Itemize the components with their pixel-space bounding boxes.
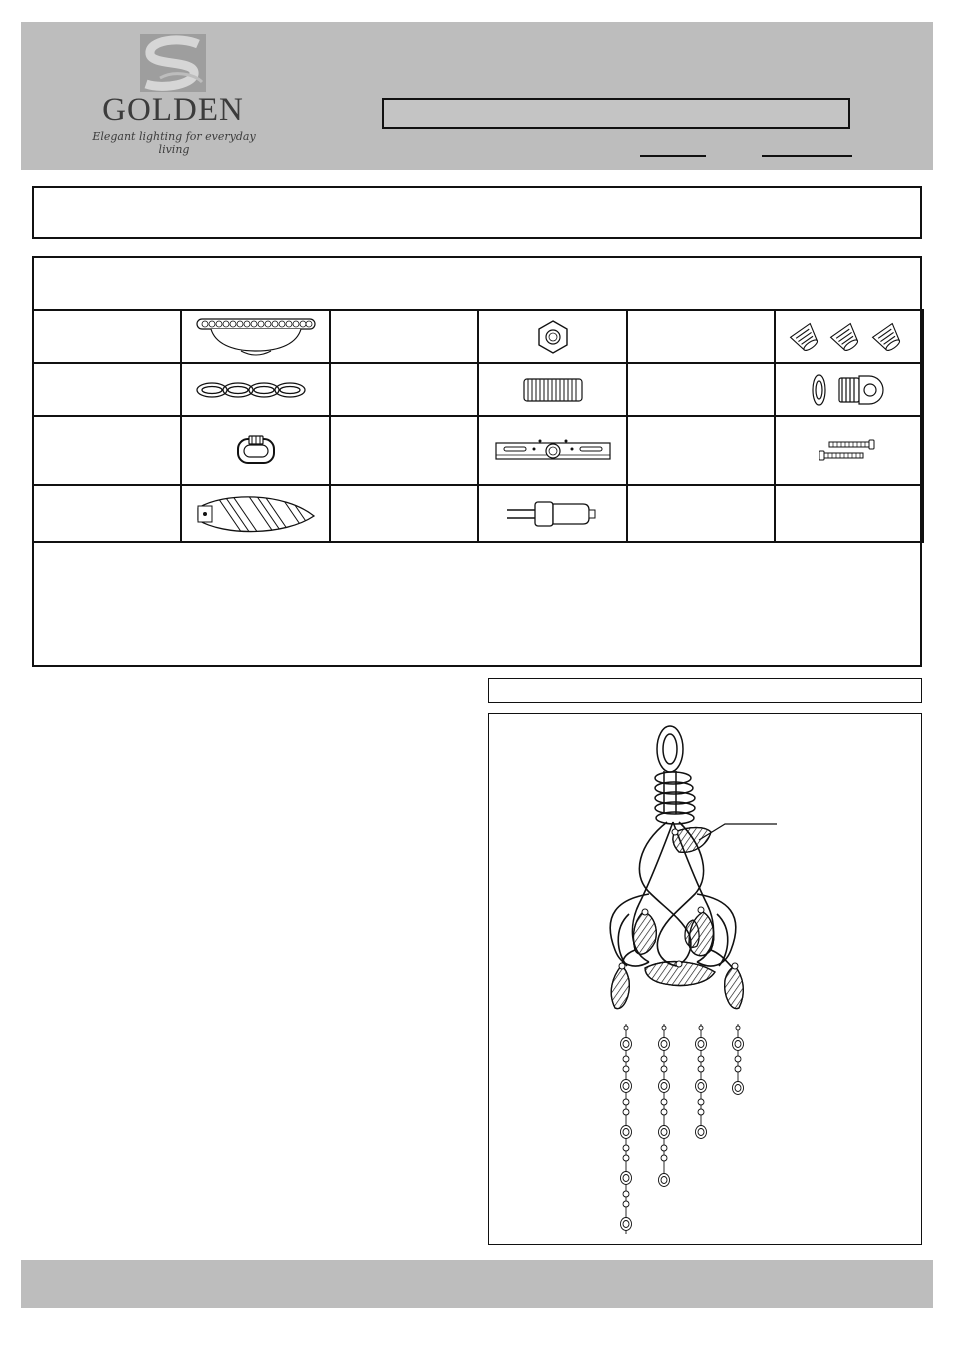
g9-bulb-icon bbox=[503, 496, 603, 532]
part-label-cell bbox=[33, 310, 181, 363]
part-image-cell bbox=[478, 310, 627, 363]
footer-band bbox=[21, 1260, 933, 1308]
chandelier-frame bbox=[610, 822, 736, 968]
loop-and-ring-icon bbox=[807, 370, 891, 410]
chandelier-diagram bbox=[489, 714, 920, 1243]
part-label-cell bbox=[627, 363, 775, 416]
table-row bbox=[33, 310, 923, 363]
part-label-cell bbox=[330, 485, 478, 542]
document-title bbox=[384, 100, 848, 112]
part-label-cell bbox=[330, 416, 478, 485]
part-image-cell bbox=[775, 363, 923, 416]
s-swirl-logo-icon bbox=[140, 34, 206, 92]
part-image-cell bbox=[181, 363, 330, 416]
wire-nuts-icon bbox=[783, 315, 915, 359]
part-image-cell bbox=[181, 310, 330, 363]
table-row bbox=[33, 363, 923, 416]
mounting-screws-icon bbox=[819, 438, 879, 464]
chain-icon bbox=[194, 378, 318, 402]
canopy-icon bbox=[191, 313, 321, 361]
part-image-cell bbox=[478, 485, 627, 542]
parts-table bbox=[32, 309, 924, 543]
step-title-box bbox=[488, 678, 922, 703]
part-image-cell bbox=[775, 416, 923, 485]
document-title-box bbox=[382, 98, 850, 129]
hex-nut-icon bbox=[533, 317, 573, 357]
brand-logo bbox=[88, 32, 268, 157]
assembly-diagram-box bbox=[488, 713, 922, 1245]
part-label-cell bbox=[627, 485, 775, 542]
part-image-cell bbox=[478, 416, 627, 485]
notice-box bbox=[32, 186, 922, 239]
table-row bbox=[33, 416, 923, 485]
brand-name: GOLDEN bbox=[102, 92, 244, 128]
date-field-line bbox=[762, 155, 852, 157]
part-image-cell bbox=[478, 363, 627, 416]
part-label-cell bbox=[33, 416, 181, 485]
table-row bbox=[33, 485, 923, 542]
part-label-cell bbox=[33, 363, 181, 416]
brand-tagline: Elegant lighting for everyday living bbox=[92, 130, 256, 156]
part-image-cell-empty bbox=[775, 485, 923, 542]
part-label-cell bbox=[330, 363, 478, 416]
crossbar-icon bbox=[494, 435, 612, 467]
part-image-cell bbox=[181, 485, 330, 542]
hanging-loop-icon bbox=[657, 726, 683, 814]
threaded-nipple-icon bbox=[520, 375, 586, 405]
part-image-cell bbox=[775, 310, 923, 363]
crystal-leaf-icon bbox=[194, 492, 318, 536]
wire-coil bbox=[655, 772, 695, 824]
part-label-cell bbox=[33, 485, 181, 542]
part-label-cell bbox=[627, 310, 775, 363]
part-label-cell bbox=[330, 310, 478, 363]
part-label-cell bbox=[627, 416, 775, 485]
model-field-line bbox=[640, 155, 706, 157]
part-image-cell bbox=[181, 416, 330, 485]
crystal-strand-icon bbox=[621, 1024, 744, 1234]
chain-link-connector-icon bbox=[234, 433, 278, 469]
